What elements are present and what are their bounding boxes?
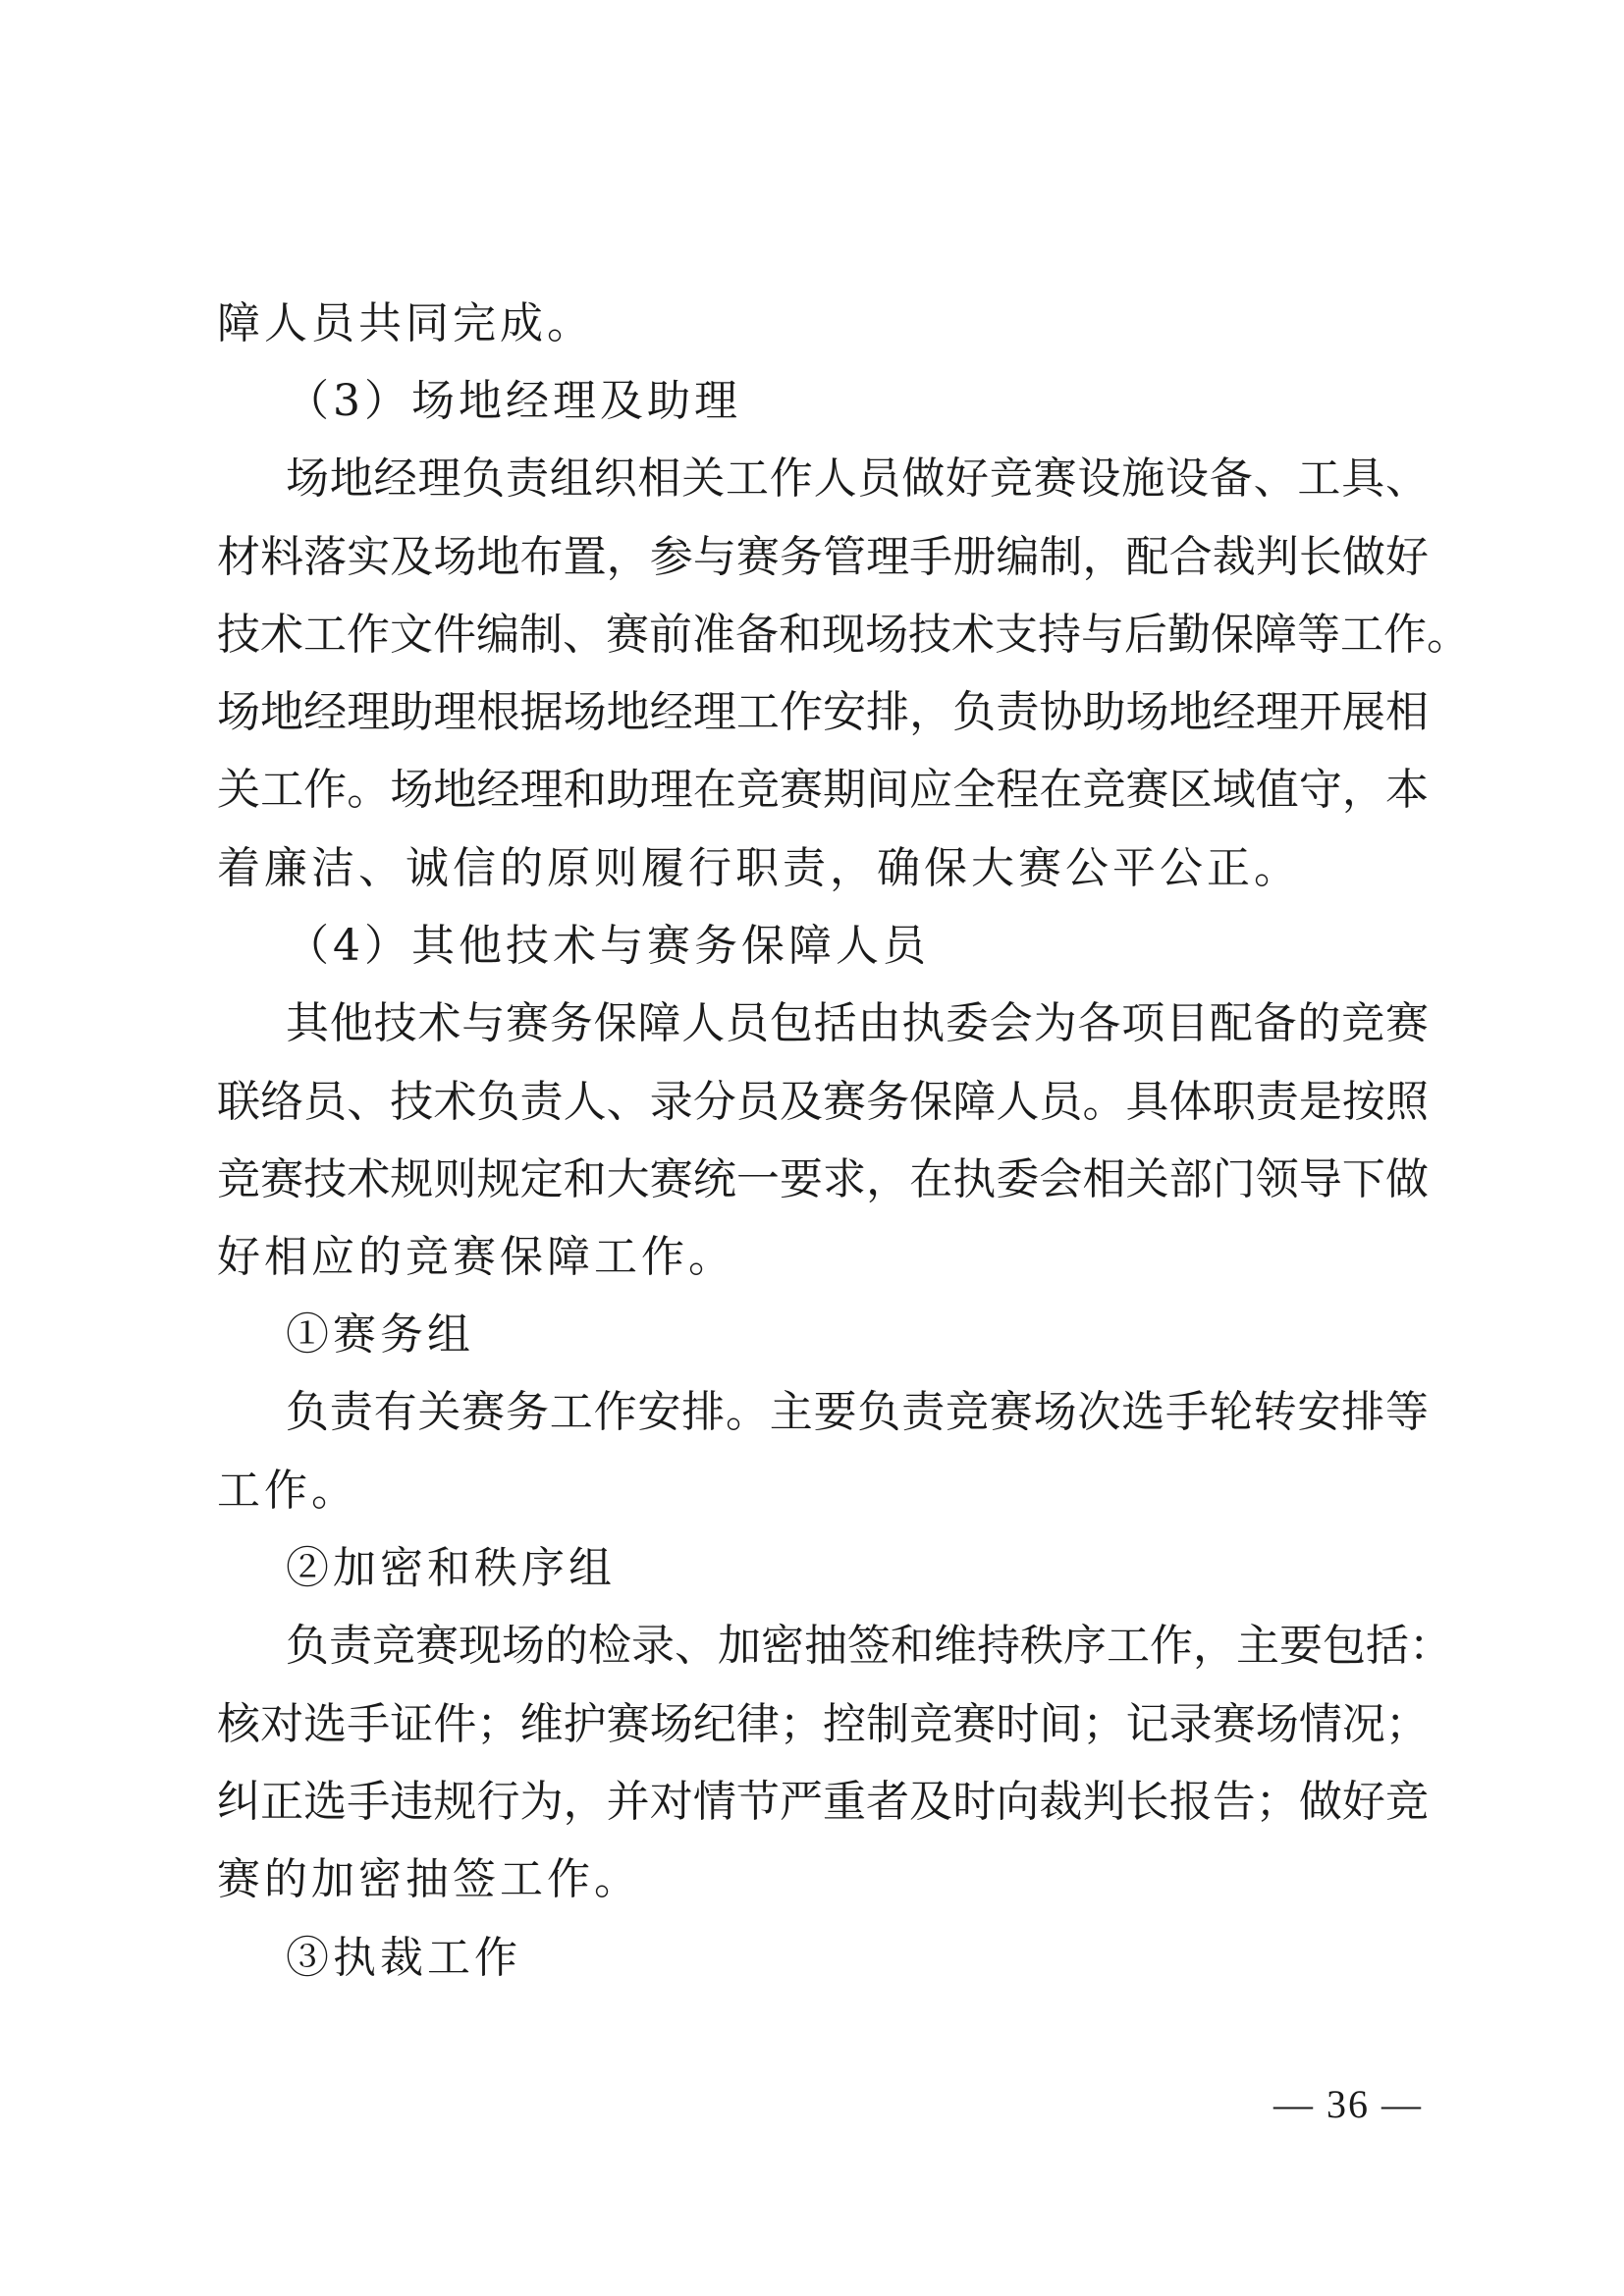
paragraph-last-line: 工作。 [217, 1466, 358, 1516]
paragraph-line: 联络员、技术负责人、录分员及赛务保障人员。具体职责是按照 [217, 1077, 1429, 1127]
paragraph-last-line: 着廉洁、诚信的原则履行职责，确保大赛公平公正。 [217, 843, 1301, 893]
paragraph-line: 其他技术与赛务保障人员包括由执委会为各项目配备的竞赛 [286, 998, 1429, 1048]
paragraph-line: 场地经理负责组织相关工作人员做好竞赛设施设备、工具、 [286, 454, 1429, 504]
subsection-heading-affairs-group: ①赛务组 [286, 1309, 474, 1360]
paragraph-line: 核对选手证件；维护赛场纪律；控制竞赛时间；记录赛场情况； [217, 1699, 1429, 1749]
paragraph-line: 场地经理助理根据场地经理工作安排，负责协助场地经理开展相 [217, 687, 1429, 737]
paragraph-line: 材料落实及场地布置，参与赛务管理手册编制，配合裁判长做好 [217, 532, 1429, 582]
paragraph-line: 关工作。场地经理和助理在竞赛期间应全程在竞赛区域值守，本 [217, 765, 1429, 815]
paragraph-line: 技术工作文件编制、赛前准备和现场技术支持与后勤保障等工作。 [217, 610, 1470, 660]
section-heading-venue-manager: （3）场地经理及助理 [286, 376, 741, 426]
subsection-heading-encryption-order-group: ②加密和秩序组 [286, 1543, 616, 1593]
subsection-heading-judging-work: ③执裁工作 [286, 1933, 521, 1983]
paragraph-line: 纠正选手违规行为，并对情节严重者及时向裁判长报告；做好竞 [217, 1777, 1429, 1827]
page-number: — 36 — [1273, 2082, 1423, 2126]
paragraph-last-line: 赛的加密抽签工作。 [217, 1854, 641, 1904]
section-heading-other-staff: （4）其他技术与赛务保障人员 [286, 921, 930, 971]
paragraph-continuation-line: 障人员共同完成。 [217, 298, 594, 348]
paragraph-line: 竞赛技术规则规定和大赛统一要求，在执委会相关部门领导下做 [217, 1154, 1429, 1204]
paragraph-line: 负责竞赛现场的检录、加密抽签和维持秩序工作，主要包括： [286, 1621, 1452, 1671]
paragraph-line: 负责有关赛务工作安排。主要负责竞赛场次选手轮转安排等 [286, 1387, 1429, 1437]
paragraph-last-line: 好相应的竞赛保障工作。 [217, 1232, 735, 1282]
